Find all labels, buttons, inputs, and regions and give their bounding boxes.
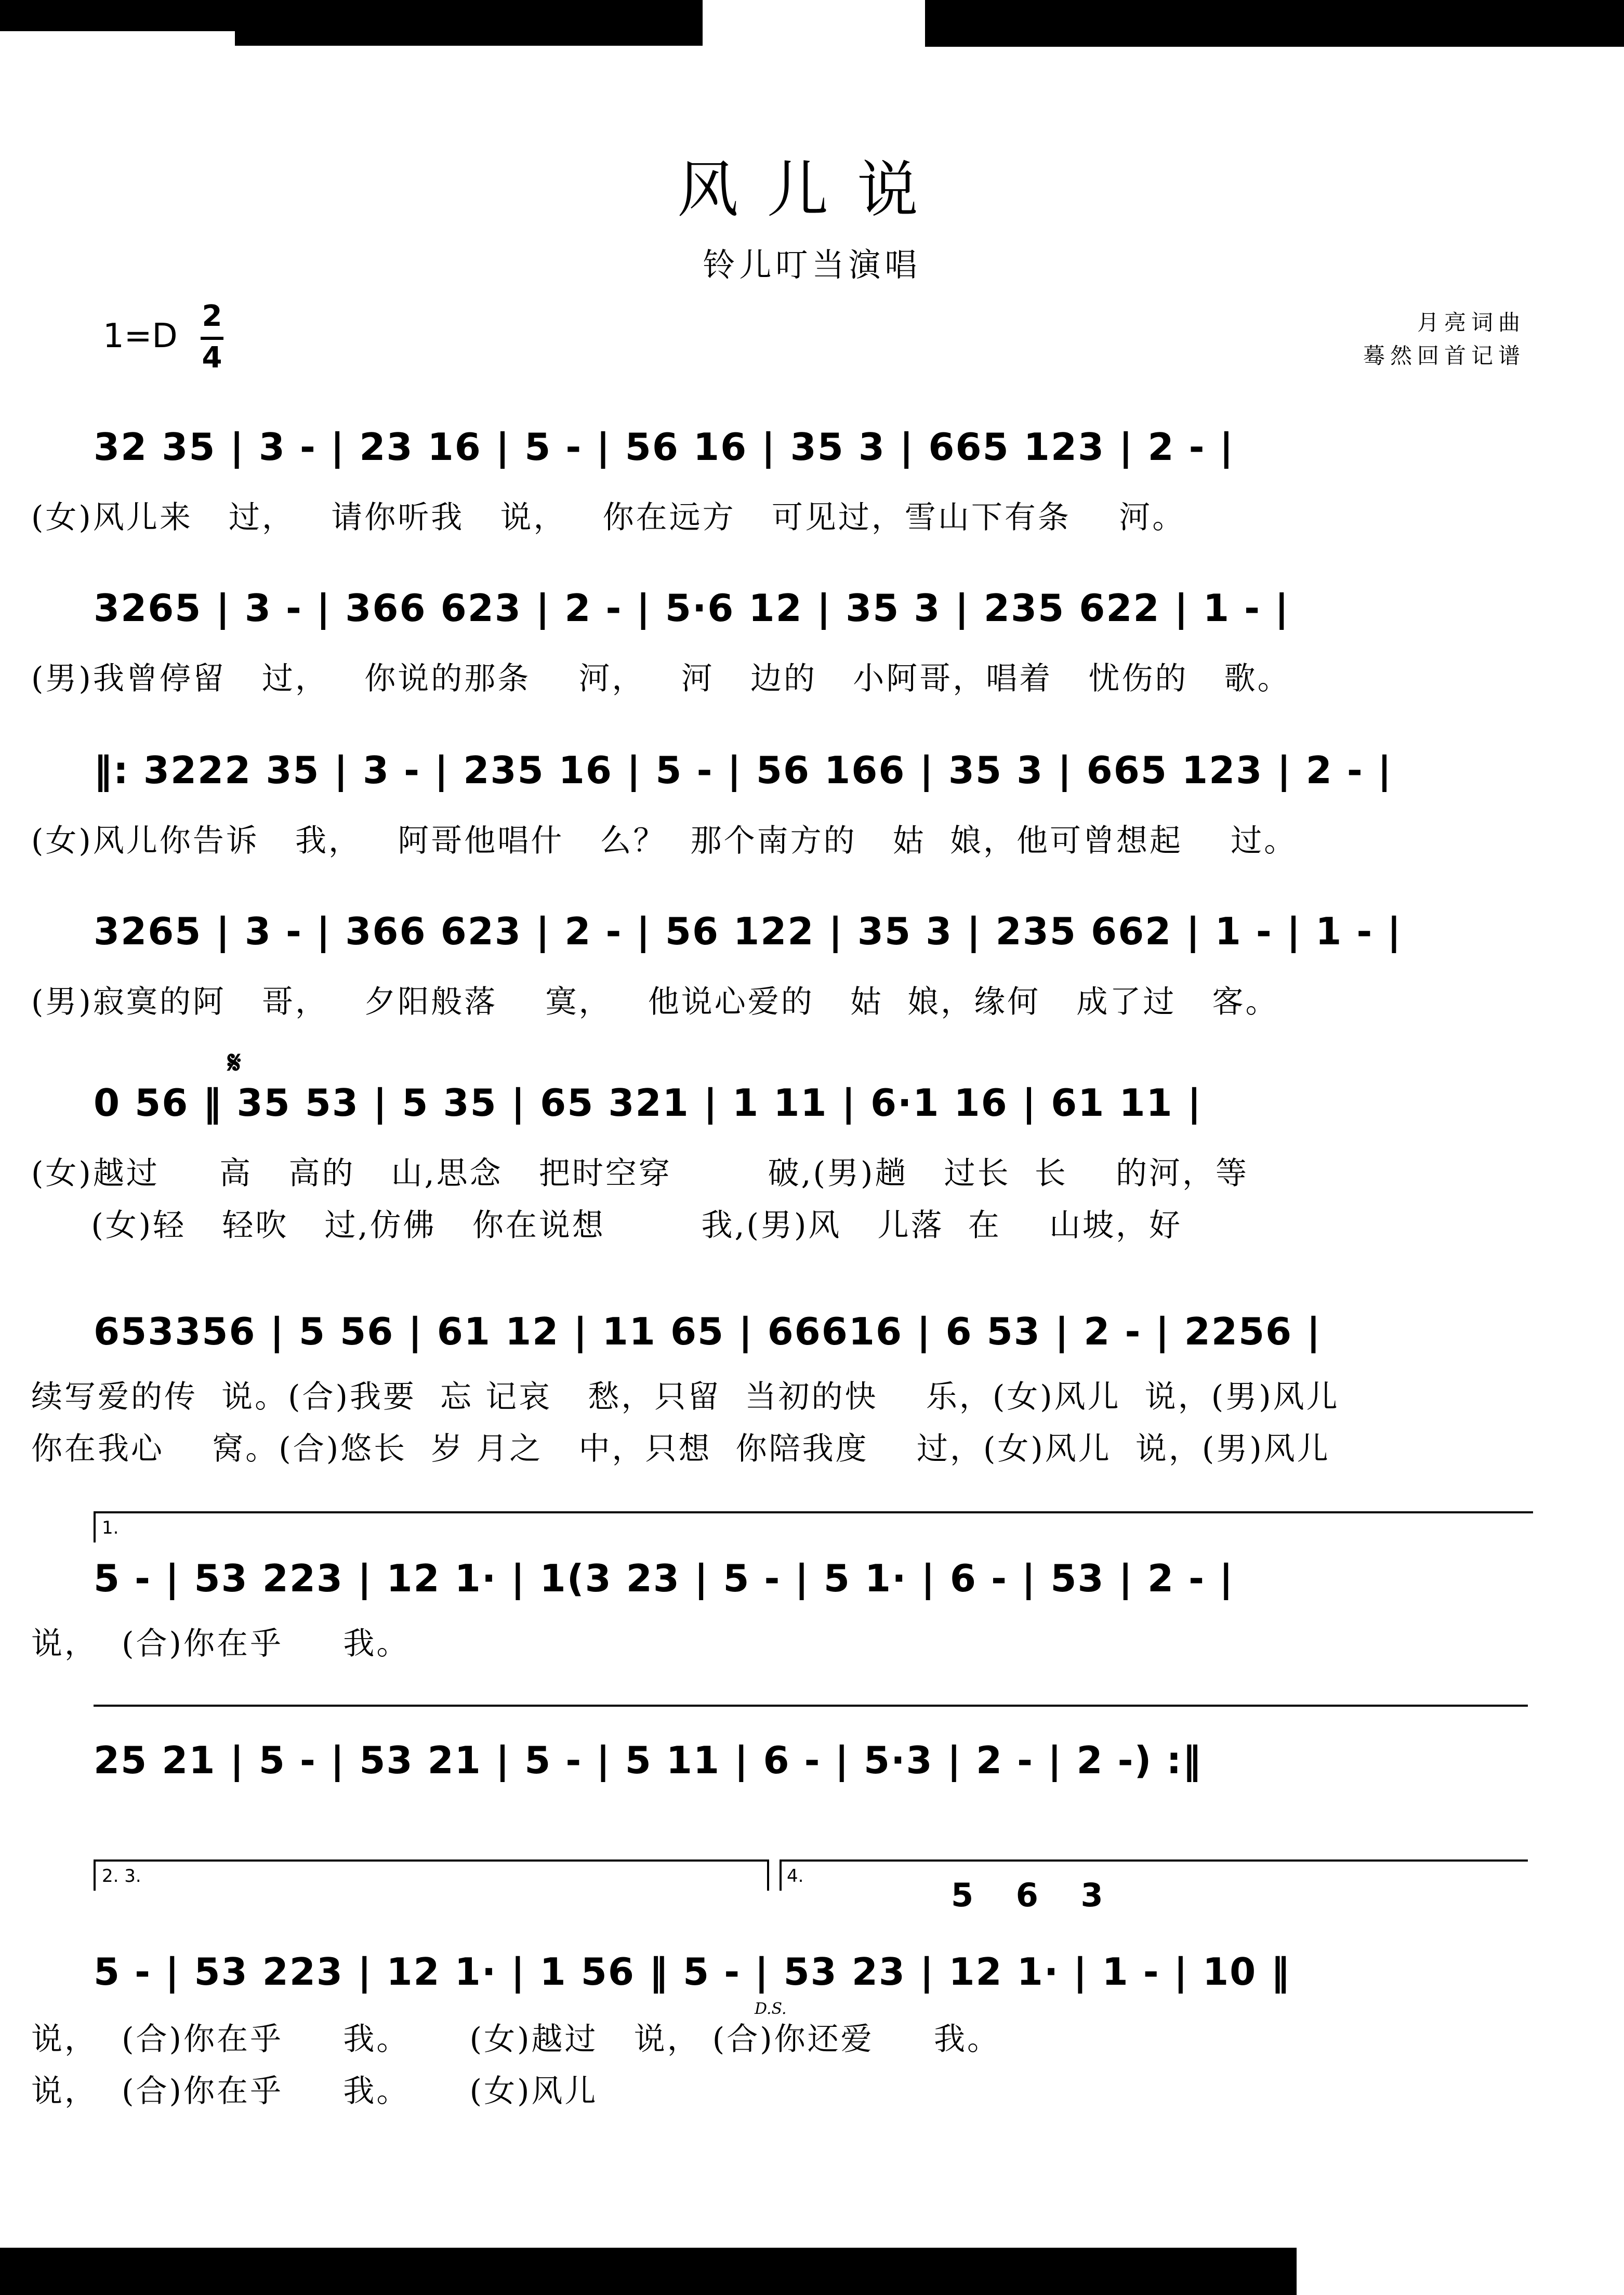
lyrics-row-6-verse-2: 你在我心 窝。(合)悠长 岁 月之 中，只想 你陪我度 过，(女)风儿 说，(男)风儿 (31, 1431, 1330, 1467)
credit-transcriber: 蓦然回首记谱 (1363, 343, 1525, 368)
notation-row-6: 653356 | 5 56 | 61 12 | 11 65 | 66616 | 6 53 | 2 - | 2256 | (94, 1310, 1322, 1353)
lyrics-row-3: (女)风儿你告诉 我， 阿哥他唱什 么？ 那个南方的 姑 娘，他可曾想起 过。 (31, 823, 1298, 859)
volta-4-label: 4. (787, 1866, 804, 1887)
volta-1-continuation (94, 1705, 1528, 1707)
time-signature-bottom: 4 (202, 341, 222, 375)
top-band-left (0, 0, 235, 31)
notation-row-2: 3265 | 3 - | 366 623 | 2 - | 5·6 12 | 35 3 | 235 622 | 1 - | (94, 586, 1290, 630)
volta-1-label: 1. (102, 1518, 119, 1538)
chord-notes: 5 6 3 (951, 1876, 1119, 1914)
top-band-right (925, 0, 1624, 47)
volta-1-bracket-edge (94, 1511, 96, 1542)
lyrics-row-6-verse-1: 续写爱的传 说。(合)我要 忘 记哀 愁，只留 当初的快 乐，(女)风儿 说，(男)风儿 (31, 1379, 1340, 1415)
lyrics-row-9-verse-2: 说， (合)你在乎 我。 (女)风儿 (31, 2073, 598, 2109)
notation-row-8: 25 21 | 5 - | 53 21 | 5 - | 5 11 | 6 - | 5·3 | 2 - | 2 -) :‖ (94, 1738, 1203, 1782)
volta-2-3-bracket-edge (94, 1859, 96, 1891)
notation-row-5: 0 56 ‖ 35 53 | 5 35 | 65 321 | 1 11 | 6·1 16 | 61 11 | (94, 1081, 1202, 1125)
volta-4-bracket-edge (780, 1859, 782, 1891)
volta-4-bracket (780, 1859, 1528, 1862)
bottom-band (0, 2248, 1297, 2295)
time-signature-line (201, 337, 223, 340)
lyrics-row-5-verse-1: (女)越过 高 高的 山,思念 把时空穿 破,(男)趟 过长 长 的河，等 (31, 1155, 1249, 1192)
lyrics-row-1: (女)风儿来 过， 请你听我 说， 你在远方 可见过，雪山下有条 河。 (31, 499, 1186, 536)
volta-2-3-bracket-end (767, 1859, 769, 1891)
lyrics-row-9-verse-1: 说， (合)你在乎 我。 (女)越过 说， (合)你还爱 我。 (31, 2021, 1000, 2057)
volta-1-bracket (94, 1511, 1533, 1513)
page-title: 风儿说 (677, 154, 947, 226)
lyrics-row-2: (男)我曾停留 过， 你说的那条 河， 河 边的 小阿哥，唱着 忧伤的 歌。 (31, 661, 1291, 697)
subtitle: 铃儿叮当演唱 (703, 246, 921, 284)
notation-row-4: 3265 | 3 - | 366 623 | 2 - | 56 122 | 35 3 | 235 662 | 1 - | 1 - | (94, 909, 1402, 953)
notation-row-9: 5 - | 53 223 | 12 1· | 1 56 ‖ 5 - | 53 23 | 12 1· | 1 - | 10 ‖ (94, 1950, 1291, 1994)
notation-row-7: 5 - | 53 223 | 12 1· | 1(3 23 | 5 - | 5 1· | 6 - | 53 | 2 - | (94, 1557, 1234, 1600)
top-band-middle (235, 0, 703, 46)
lyrics-row-7: 说， (合)你在乎 我。 (31, 1626, 410, 1662)
segno-sign: 𝄋 (228, 1045, 241, 1081)
notation-row-3: ‖: 3222 35 | 3 - | 235 16 | 5 - | 56 166 | 35 3 | 665 123 | 2 - | (94, 748, 1393, 792)
volta-2-3-label: 2. 3. (102, 1866, 141, 1887)
credit-lyricist-composer: 月亮词曲 (1417, 310, 1525, 335)
notation-row-1: 32 35 | 3 - | 23 16 | 5 - | 56 16 | 35 3 | 665 123 | 2 - | (94, 425, 1234, 469)
ds-marking: D.S. (755, 2000, 787, 2018)
lyrics-row-4: (男)寂寞的阿 哥， 夕阳般落 寞， 他说心爱的 姑 娘，缘何 成了过 客。 (31, 984, 1279, 1020)
time-signature-top: 2 (202, 299, 222, 333)
key-signature: 1=D (103, 317, 178, 355)
volta-2-3-bracket (94, 1859, 769, 1862)
lyrics-row-5-verse-2: (女)轻 轻吹 过,仿佛 你在说想 我,(男)风 儿落 在 山坡，好 (31, 1207, 1183, 1244)
